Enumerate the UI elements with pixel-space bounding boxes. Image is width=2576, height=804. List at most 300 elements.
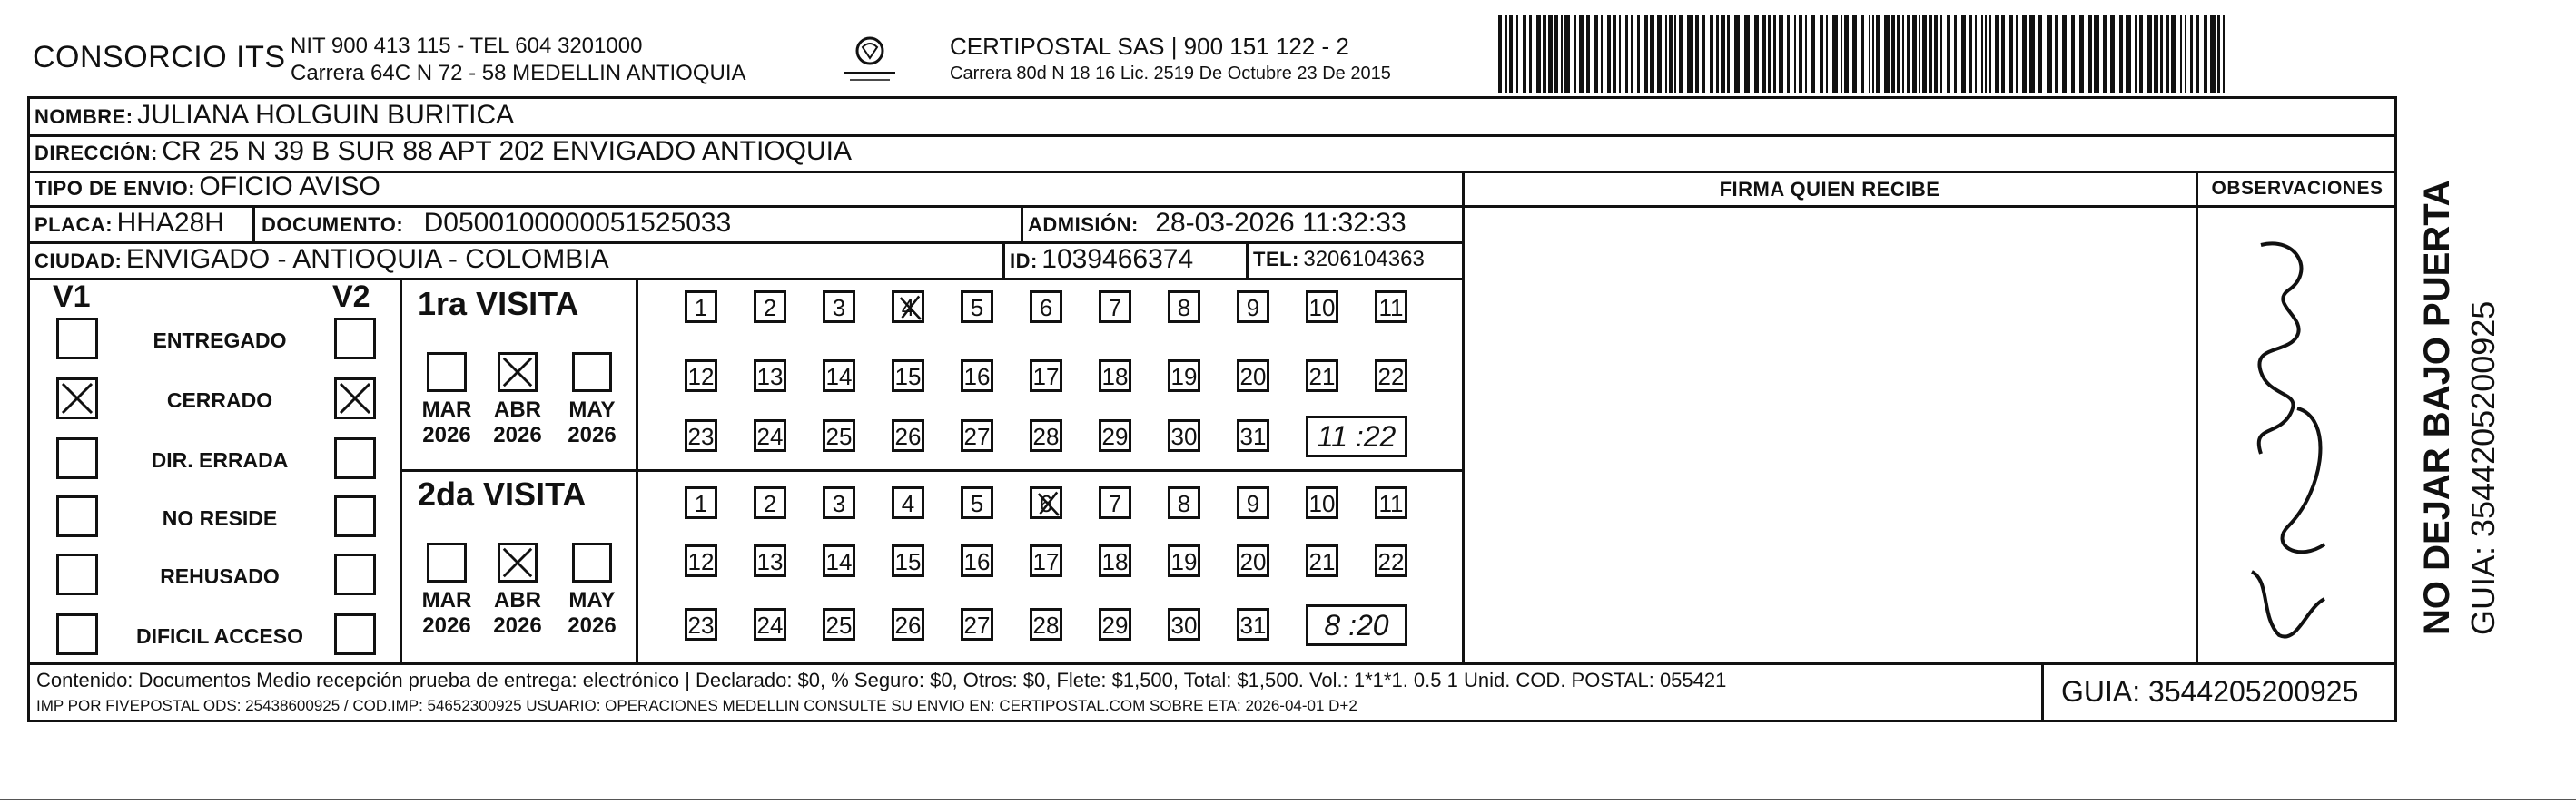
day-number: 6 — [1039, 489, 1053, 517]
footer-print-info: IMP POR FIVEPOSTAL ODS: 25438600925 / COD.IMP: 54652300925 USUARIO: OPERACIONES MEDELLIN CONSULTE SU ENVIO EN: CERTIPOSTAL.COM SOBRE ETA: 2026-04-01 D+2 — [36, 697, 1357, 714]
day-number: 5 — [970, 293, 984, 321]
barcode-bar — [1674, 15, 1676, 93]
barcode-bar — [1601, 15, 1603, 93]
day-checkbox[interactable] — [685, 359, 717, 392]
cell-divider — [252, 205, 255, 243]
barcode-bar — [1564, 15, 1570, 93]
barcode-bar — [1940, 15, 1942, 93]
tel-value: 3206104363 — [1303, 247, 1425, 271]
status-option-label: CERRADO — [166, 388, 273, 412]
visit-divider — [400, 469, 1464, 472]
day-checkbox[interactable] — [754, 608, 786, 641]
month-label — [490, 397, 545, 448]
barcode-bar — [1561, 15, 1563, 93]
barcode-bar — [1891, 15, 1895, 93]
day-checkbox[interactable] — [823, 359, 855, 392]
month-name: MAR — [421, 397, 472, 422]
barcode-bar — [1669, 15, 1673, 93]
day-checkbox[interactable] — [754, 290, 786, 323]
day-checkbox[interactable] — [1375, 359, 1407, 392]
day-number: 17 — [1032, 362, 1060, 390]
nombre-label: NOMBRE: — [35, 105, 133, 128]
barcode-bar — [2204, 15, 2207, 93]
id-cell — [1010, 244, 1193, 275]
barcode-bar — [1657, 15, 1662, 93]
admision-value: 28-03-2026 11:32:33 — [1155, 208, 1406, 238]
barcode-bar — [2154, 15, 2158, 93]
barcode-bar — [1861, 15, 1864, 93]
month-year: 2026 — [493, 613, 542, 638]
footer-guia: GUIA: 3544205200925 — [2061, 675, 2359, 708]
barcode-bar — [1665, 15, 1667, 93]
day-checkbox[interactable] — [754, 486, 786, 519]
barcode-bar — [1574, 15, 1576, 93]
carrier-name: CERTIPOSTAL SAS | 900 151 122 - 2 — [950, 33, 1349, 60]
tel-label: TEL: — [1253, 248, 1299, 270]
barcode-bar — [1961, 15, 1966, 93]
day-number: 3 — [832, 489, 846, 517]
day-checkbox[interactable] — [1030, 419, 1062, 452]
day-checkbox[interactable] — [1099, 608, 1131, 641]
barcode-bar — [1902, 15, 1904, 93]
company-name: CONSORCIO ITS — [33, 40, 286, 74]
barcode-bar — [2190, 15, 2193, 93]
day-checkbox[interactable] — [1375, 290, 1407, 323]
day-number: 19 — [1170, 362, 1198, 390]
day-checkbox[interactable] — [1168, 290, 1200, 323]
barcode-bar — [2047, 15, 2052, 93]
v1-checkbox[interactable] — [56, 554, 98, 595]
barcode-bar — [1695, 15, 1699, 93]
day-checkbox[interactable] — [1099, 419, 1131, 452]
day-checkbox[interactable] — [1237, 486, 1269, 519]
day-number: 26 — [894, 422, 922, 450]
status-option-label: REHUSADO — [160, 564, 280, 588]
day-number: 25 — [825, 611, 853, 639]
barcode-bar — [2001, 15, 2005, 93]
v1-label: V1 — [53, 279, 91, 314]
day-number: 23 — [687, 611, 715, 639]
month-label — [565, 397, 619, 448]
status-option-label: DIR. ERRADA — [151, 448, 289, 472]
barcode-bar — [2009, 15, 2013, 93]
day-number: 19 — [1170, 547, 1198, 575]
company-info — [291, 33, 746, 87]
day-checkbox[interactable] — [961, 608, 993, 641]
cell-divider — [1246, 241, 1249, 279]
day-checkbox[interactable] — [1375, 486, 1407, 519]
day-number: 28 — [1032, 611, 1060, 639]
barcode-bar — [2135, 15, 2137, 93]
direccion-row — [35, 136, 852, 167]
observaciones-header: OBSERVACIONES — [2211, 178, 2384, 199]
day-number: 28 — [1032, 422, 1060, 450]
barcode-bar — [1805, 15, 1807, 93]
firma-header: FIRMA QUIEN RECIBE — [1719, 178, 1940, 201]
v2-checkbox[interactable] — [334, 554, 376, 595]
check-mark-icon — [500, 355, 535, 389]
cell-divider — [1021, 205, 1023, 243]
barcode-bar — [1536, 15, 1541, 93]
day-checkbox[interactable] — [685, 486, 717, 519]
barcode-bar — [1650, 15, 1654, 93]
day-number: 8 — [1177, 489, 1191, 517]
barcode-bar — [2223, 15, 2225, 93]
day-number: 30 — [1170, 611, 1198, 639]
day-number: 14 — [825, 362, 853, 390]
day-number: 16 — [963, 362, 991, 390]
placa-label: PLACA: — [35, 213, 114, 236]
check-mark-icon — [337, 380, 373, 417]
check-mark-icon — [59, 380, 95, 417]
visit-time-box[interactable]: 11 :22 — [1306, 416, 1407, 457]
day-checkbox[interactable] — [1030, 608, 1062, 641]
barcode-bar — [1644, 15, 1648, 93]
v2-label: V2 — [332, 279, 370, 314]
month-checkbox[interactable] — [498, 352, 538, 392]
day-number: 18 — [1101, 547, 1129, 575]
day-number: 31 — [1239, 611, 1267, 639]
day-number: 5 — [970, 489, 984, 517]
day-number: 27 — [963, 422, 991, 450]
barcode-bar — [1679, 15, 1683, 93]
barcode-bar — [1907, 15, 1910, 93]
documento-cell — [262, 208, 731, 239]
visit-time-box[interactable]: 8 :20 — [1306, 604, 1407, 646]
barcode-bar — [1995, 15, 1999, 93]
day-number: 22 — [1377, 547, 1405, 575]
placa-value: HHA28H — [116, 208, 224, 238]
month-checkbox[interactable] — [572, 543, 612, 583]
row-divider — [1462, 205, 2397, 208]
day-checkbox[interactable] — [685, 290, 717, 323]
v2-checkbox[interactable] — [334, 437, 376, 479]
barcode-bar — [1586, 15, 1590, 93]
day-number: 11 — [1378, 489, 1404, 517]
day-number: 17 — [1032, 547, 1060, 575]
month-checkbox[interactable] — [427, 352, 467, 392]
barcode-bar — [1523, 15, 1526, 93]
admision-cell — [1028, 208, 1406, 239]
check-mark-icon — [500, 545, 535, 580]
barcode-bar — [2217, 15, 2220, 93]
barcode-bar — [1975, 15, 1977, 93]
day-checkbox[interactable] — [1099, 359, 1131, 392]
barcode-bar — [1947, 15, 1950, 93]
company-nit: NIT 900 413 115 - TEL 604 3201000 — [291, 34, 643, 58]
day-checkbox[interactable] — [1030, 544, 1062, 577]
documento-value: D0500100000051525033 — [423, 208, 732, 238]
day-number: 2 — [763, 489, 777, 517]
day-number: 7 — [1108, 489, 1122, 517]
day-checkbox[interactable] — [1306, 544, 1338, 577]
day-checkbox[interactable] — [1237, 290, 1269, 323]
day-number: 9 — [1246, 489, 1260, 517]
ciudad-value: ENVIGADO - ANTIOQUIA - COLOMBIA — [125, 244, 609, 274]
barcode-bar — [1727, 15, 1730, 93]
v1-checkbox[interactable] — [56, 377, 98, 419]
barcode-bar — [1509, 15, 1513, 93]
check-mark-icon — [1032, 489, 1063, 520]
barcode-bar — [1631, 15, 1633, 93]
day-number: 15 — [894, 547, 922, 575]
barcode-bar — [1929, 15, 1932, 93]
day-number: 1 — [694, 293, 708, 321]
v1-checkbox[interactable] — [56, 495, 98, 537]
status-option-label: DIFICIL ACCESO — [135, 624, 303, 648]
barcode-bar — [1922, 15, 1927, 93]
check-mark-icon — [894, 293, 925, 324]
day-checkbox[interactable] — [892, 608, 924, 641]
v2-checkbox[interactable] — [334, 613, 376, 655]
v1-checkbox[interactable] — [56, 318, 98, 359]
barcode-bar — [1710, 15, 1713, 93]
day-number: 26 — [894, 611, 922, 639]
day-checkbox[interactable] — [961, 290, 993, 323]
v2-checkbox[interactable] — [334, 318, 376, 359]
barcode-bar — [1811, 15, 1815, 93]
day-checkbox[interactable] — [754, 544, 786, 577]
day-checkbox[interactable] — [892, 290, 924, 323]
day-number: 22 — [1377, 362, 1405, 390]
barcode-bar — [2147, 15, 2152, 93]
day-checkbox[interactable] — [1168, 544, 1200, 577]
status-option-label: NO RESIDE — [162, 506, 278, 530]
day-number: 13 — [756, 362, 784, 390]
day-checkbox[interactable] — [961, 359, 993, 392]
day-number: 27 — [963, 611, 991, 639]
barcode-bar — [2139, 15, 2143, 93]
day-number: 24 — [756, 422, 784, 450]
visit2-title: 2da VISITA — [418, 476, 587, 513]
barcode-bar — [1832, 15, 1838, 93]
barcode-bar — [1754, 15, 1759, 93]
day-number: 8 — [1177, 293, 1191, 321]
barcode-bar — [2196, 15, 2199, 93]
barcode-bar — [1637, 15, 1640, 93]
day-number: 20 — [1239, 547, 1267, 575]
company-address: Carrera 64C N 72 - 58 MEDELLIN ANTIOQUIA — [291, 61, 746, 85]
barcode-bar — [1876, 15, 1880, 93]
day-checkbox[interactable] — [1237, 544, 1269, 577]
barcode-bar — [1687, 15, 1693, 93]
visit1-title: 1ra VISITA — [418, 285, 579, 322]
day-checkbox[interactable] — [1237, 359, 1269, 392]
day-checkbox[interactable] — [823, 544, 855, 577]
day-number: 15 — [894, 362, 922, 390]
barcode-bar — [1954, 15, 1957, 93]
barcode-bar — [1594, 15, 1598, 93]
tel-cell — [1253, 247, 1425, 272]
footer-divider — [2041, 662, 2044, 722]
v1-checkbox[interactable] — [56, 613, 98, 655]
day-number: 6 — [1039, 293, 1053, 321]
month-label — [490, 588, 545, 639]
barcode-bar — [1548, 15, 1553, 93]
carrier-info — [950, 33, 1391, 87]
barcode-bar — [2180, 15, 2182, 93]
barcode-bar — [1505, 15, 1507, 93]
day-checkbox[interactable] — [1099, 544, 1131, 577]
certipostal-logo-icon — [834, 33, 906, 87]
barcode-bar — [2029, 15, 2035, 93]
barcode-bar — [1897, 15, 1900, 93]
barcode-bar — [1498, 15, 1502, 93]
day-checkbox[interactable] — [1168, 359, 1200, 392]
day-checkbox[interactable] — [961, 419, 993, 452]
month-year: 2026 — [568, 423, 617, 447]
day-number: 23 — [687, 422, 715, 450]
barcode-bar — [2071, 15, 2075, 93]
barcode-bar — [1579, 15, 1584, 93]
month-checkbox[interactable] — [427, 543, 467, 583]
day-checkbox[interactable] — [1168, 419, 1200, 452]
direccion-value: CR 25 N 39 B SUR 88 APT 202 ENVIGADO ANTIOQUIA — [162, 136, 852, 166]
barcode-bar — [1762, 15, 1766, 93]
day-number: 29 — [1101, 611, 1129, 639]
barcode-bar — [1516, 15, 1518, 93]
day-checkbox[interactable] — [823, 608, 855, 641]
barcode-bar — [1844, 15, 1849, 93]
barcode-bar — [1969, 15, 1972, 93]
day-checkbox[interactable] — [823, 486, 855, 519]
row-divider — [27, 171, 2397, 173]
day-checkbox[interactable] — [1099, 290, 1131, 323]
month-name: ABR — [494, 397, 541, 422]
admision-label: ADMISIÓN: — [1028, 213, 1139, 236]
barcode-bar — [2126, 15, 2131, 93]
day-checkbox[interactable] — [754, 419, 786, 452]
barcode-bar — [2166, 15, 2169, 93]
barcode-bar — [1768, 15, 1771, 93]
barcode-bar — [1852, 15, 1857, 93]
barcode-bar — [1721, 15, 1725, 93]
barcode-bar — [2079, 15, 2084, 93]
month-year: 2026 — [422, 423, 471, 447]
barcode-bar — [2160, 15, 2163, 93]
day-number: 25 — [825, 422, 853, 450]
month-checkbox[interactable] — [572, 352, 612, 392]
day-number: 21 — [1308, 547, 1336, 575]
tipo-value: OFICIO AVISO — [199, 172, 380, 201]
month-name: MAR — [421, 588, 472, 613]
barcode-bar — [2055, 15, 2058, 93]
barcode-bar — [1989, 15, 1991, 93]
barcode-bar — [2185, 15, 2186, 93]
day-number: 24 — [756, 611, 784, 639]
day-number: 18 — [1101, 362, 1129, 390]
side-notice: NO DEJAR BAJO PUERTA — [2417, 180, 2457, 635]
month-name: ABR — [494, 588, 541, 613]
v2-checkbox[interactable] — [334, 495, 376, 537]
day-checkbox[interactable] — [685, 608, 717, 641]
certipostal-logo — [834, 33, 906, 87]
month-label — [419, 588, 474, 639]
barcode-bar — [1625, 15, 1628, 93]
day-checkbox[interactable] — [1306, 290, 1338, 323]
day-number: 31 — [1239, 422, 1267, 450]
barcode-bar — [1884, 15, 1890, 93]
barcode-bar — [2103, 15, 2107, 93]
day-checkbox[interactable] — [1237, 608, 1269, 641]
day-number: 12 — [687, 547, 715, 575]
day-number: 10 — [1308, 293, 1336, 321]
day-checkbox[interactable] — [823, 290, 855, 323]
day-checkbox[interactable] — [1030, 359, 1062, 392]
day-checkbox[interactable] — [1237, 419, 1269, 452]
barcode-bar — [1981, 15, 1983, 93]
day-checkbox[interactable] — [892, 486, 924, 519]
day-checkbox[interactable] — [754, 359, 786, 392]
day-checkbox[interactable] — [1306, 486, 1338, 519]
month-name: MAY — [568, 588, 616, 613]
barcode-bar — [1794, 15, 1796, 93]
barcode-bar — [1820, 15, 1823, 93]
status-option-label: ENTREGADO — [153, 328, 287, 352]
day-number: 16 — [963, 547, 991, 575]
barcode-bar — [1826, 15, 1828, 93]
day-number: 1 — [694, 489, 708, 517]
barcode-bar — [1934, 15, 1938, 93]
day-checkbox[interactable] — [1030, 486, 1062, 519]
page-bottom-rule — [0, 799, 2576, 800]
day-checkbox[interactable] — [1099, 486, 1131, 519]
barcode-bar — [2171, 15, 2176, 93]
barcode-bar — [1716, 15, 1719, 93]
month-checkbox[interactable] — [498, 543, 538, 583]
barcode — [1498, 15, 2225, 93]
id-label: ID: — [1010, 250, 1038, 272]
v2-checkbox[interactable] — [334, 377, 376, 419]
day-checkbox[interactable] — [685, 544, 717, 577]
day-checkbox[interactable] — [1168, 608, 1200, 641]
day-number: 14 — [825, 547, 853, 575]
day-checkbox[interactable] — [892, 544, 924, 577]
barcode-bar — [1702, 15, 1705, 93]
day-checkbox[interactable] — [823, 419, 855, 452]
day-number: 3 — [832, 293, 846, 321]
barcode-bar — [2088, 15, 2092, 93]
column-divider — [1462, 171, 1465, 664]
day-number: 9 — [1246, 293, 1260, 321]
barcode-bar — [1919, 15, 1920, 93]
day-checkbox[interactable] — [892, 359, 924, 392]
day-checkbox[interactable] — [892, 419, 924, 452]
day-number: 13 — [756, 547, 784, 575]
day-checkbox[interactable] — [1306, 359, 1338, 392]
cell-divider — [1002, 241, 1005, 279]
barcode-bar — [1872, 15, 1874, 93]
day-checkbox[interactable] — [1030, 290, 1062, 323]
day-checkbox[interactable] — [685, 419, 717, 452]
barcode-bar — [1554, 15, 1558, 93]
day-checkbox[interactable] — [961, 544, 993, 577]
day-checkbox[interactable] — [1168, 486, 1200, 519]
nombre-value: JULIANA HOLGUIN BURITICA — [137, 100, 515, 130]
month-label — [565, 588, 619, 639]
day-checkbox[interactable] — [961, 486, 993, 519]
id-value: 1039466374 — [1041, 244, 1194, 274]
barcode-bar — [1799, 15, 1802, 93]
tipo-row — [35, 172, 380, 202]
month-year: 2026 — [493, 423, 542, 447]
v1-checkbox[interactable] — [56, 437, 98, 479]
barcode-bar — [1869, 15, 1870, 93]
barcode-bar — [2110, 15, 2115, 93]
handwritten-observation-icon — [2197, 218, 2395, 661]
day-checkbox[interactable] — [1375, 544, 1407, 577]
direccion-label: DIRECCIÓN: — [35, 142, 158, 164]
